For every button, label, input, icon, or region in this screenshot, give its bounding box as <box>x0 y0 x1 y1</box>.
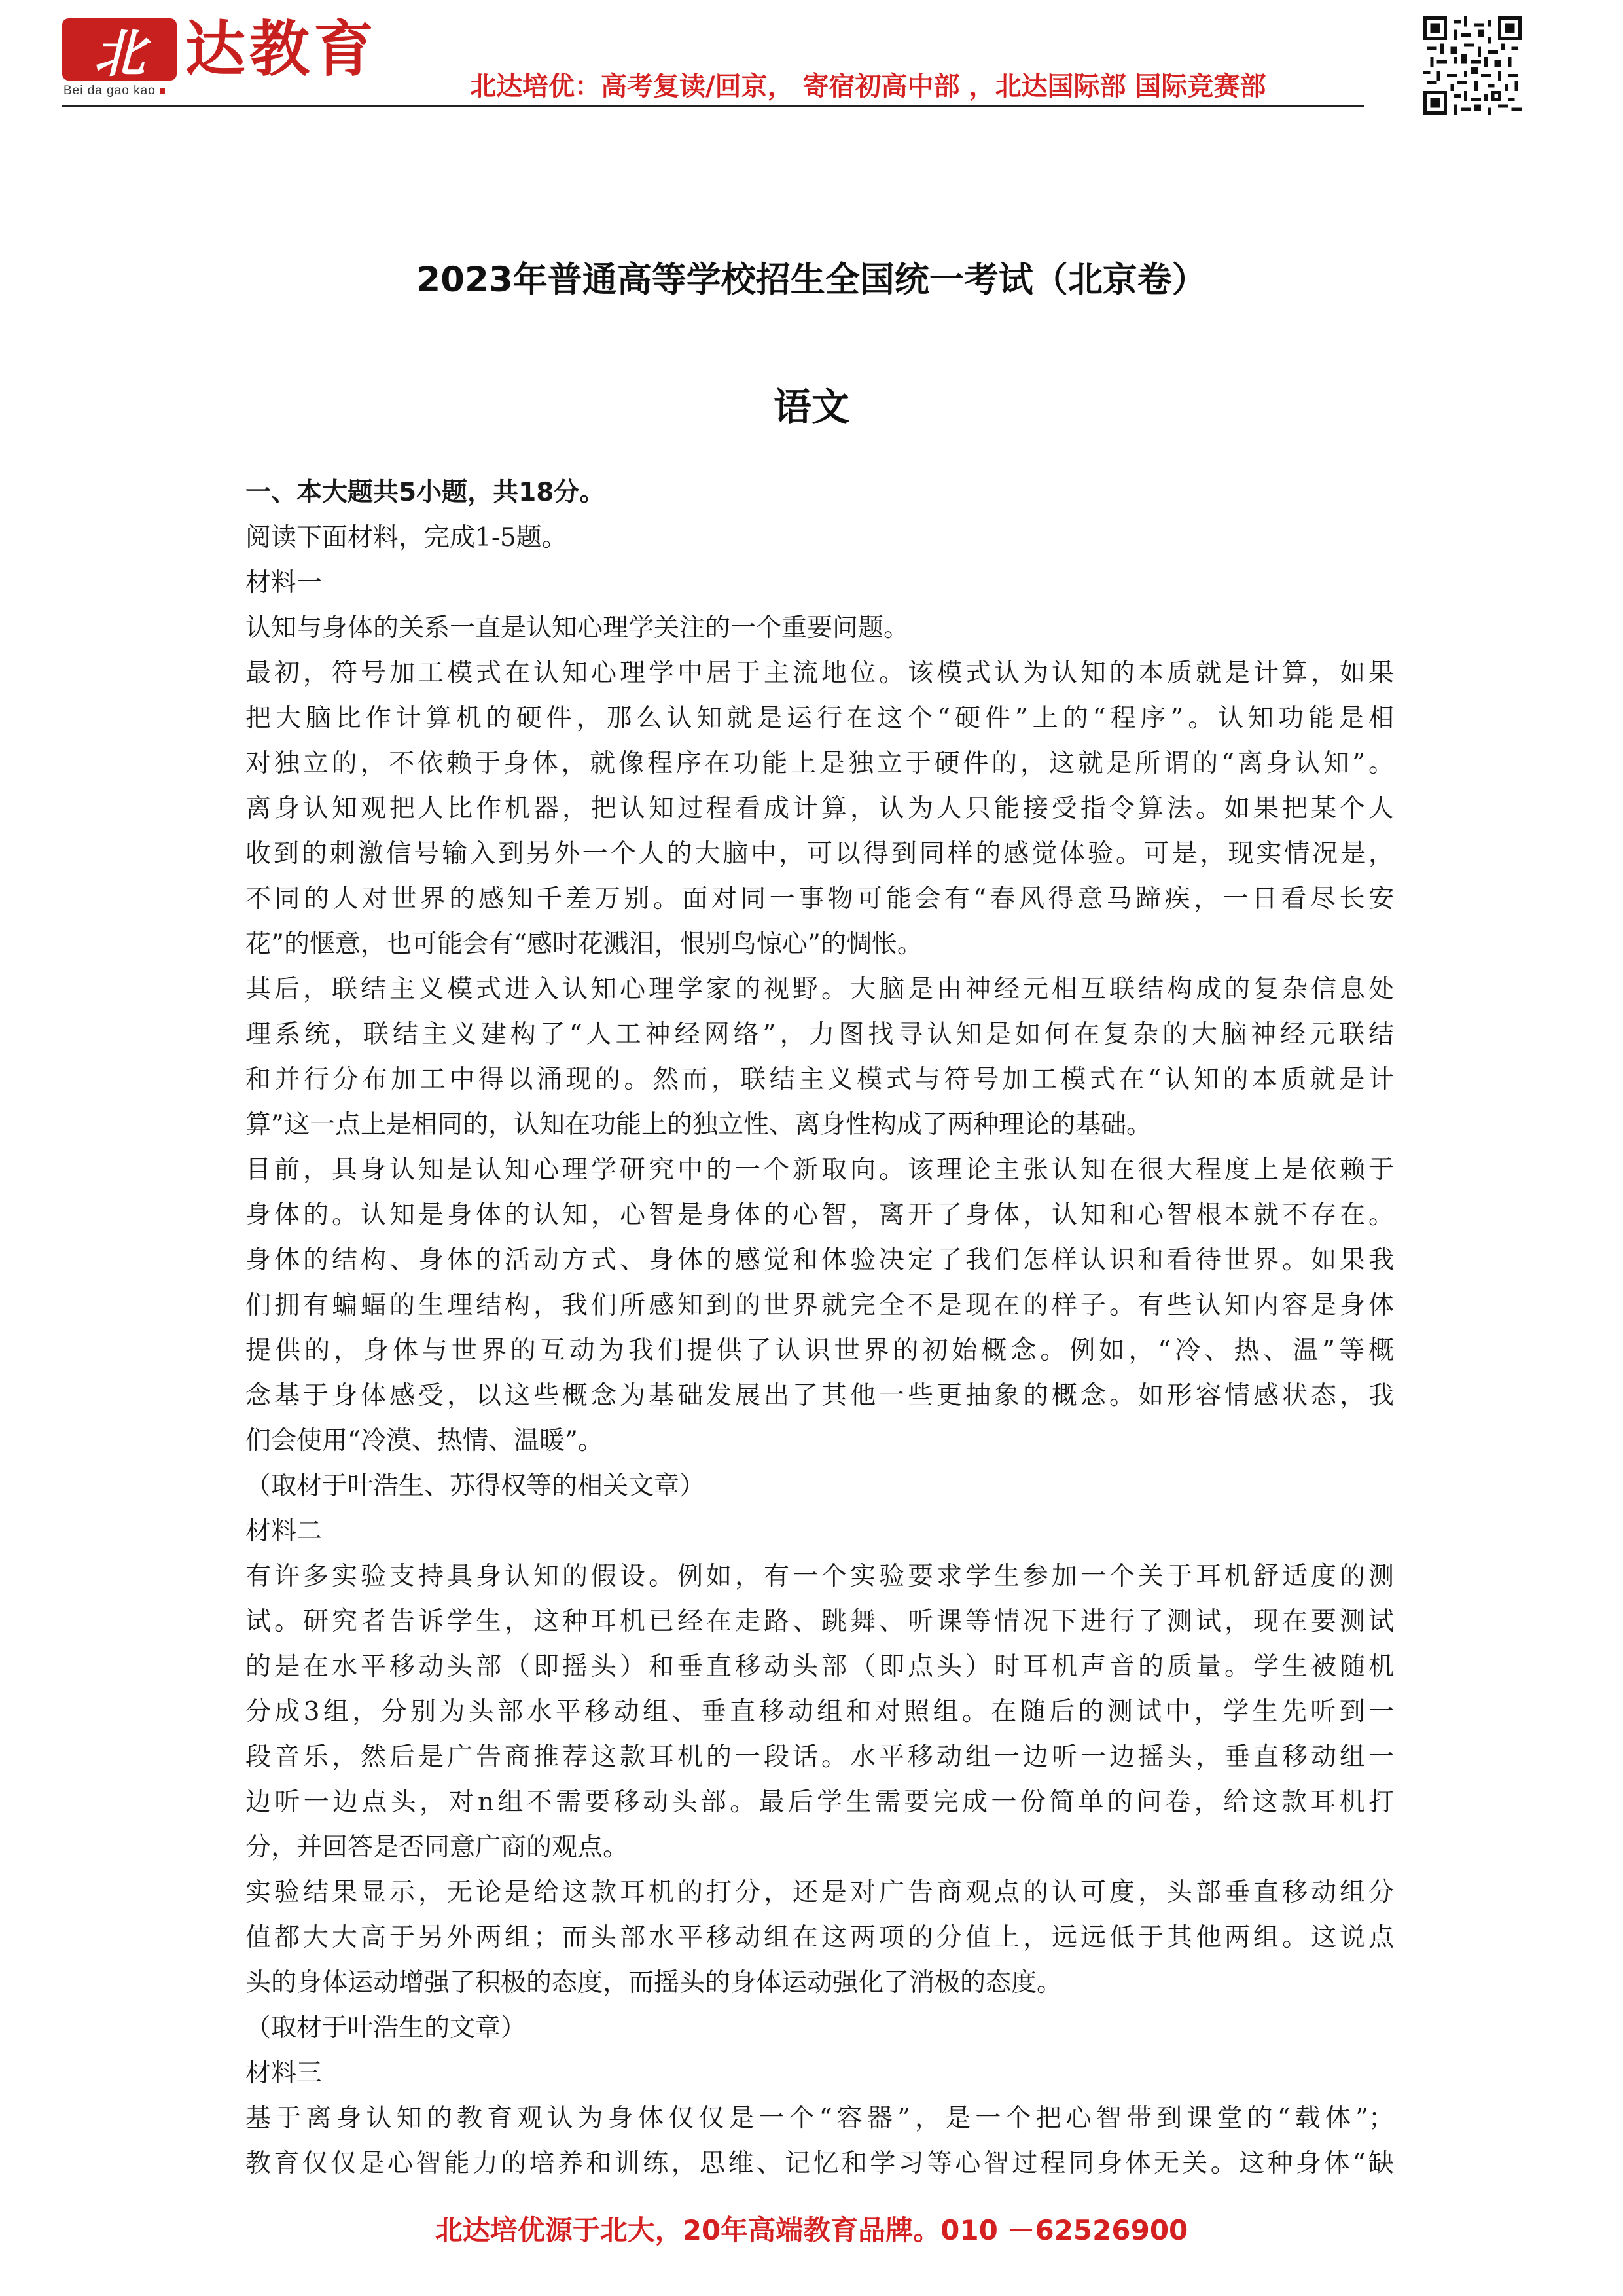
text-line: 们会使用“冷漠、热情、温暖”。 <box>245 1426 603 1456</box>
text-line: 花”的惬意，也可能会有“感时花溅泪，恨别鸟惊心”的惆怅。 <box>245 929 923 959</box>
text-line: 和并行分布加工中得以涌现的。然而，联结主义模式与符号加工模式在“认知的本质就是计 <box>245 1065 1394 1094</box>
text-line: 的是在水平移动头部（即摇头）和垂直移动头部（即点头）时耳机声音的质量。学生被随机 <box>245 1652 1394 1681</box>
text-line: 身体的。认知是身体的认知，心智是身体的心智，离开了身体，认知和心智根本就不存在。 <box>245 1200 1394 1230</box>
page-footer: 北达培优源于北大，20年高端教育品牌。010 －62526900 <box>435 2214 1188 2246</box>
text-line: （取材于叶浩生的文章） <box>245 2013 527 2043</box>
text-line: 值都大大高于另外两组；而头部水平移动组在这两项的分值上，远远低于其他两组。这说点 <box>245 1923 1394 1952</box>
page-header <box>0 0 1623 124</box>
qr-code-icon <box>1417 16 1528 115</box>
text-line: 最初，符号加工模式在认知心理学中居于主流地位。该模式认为认知的本质就是计算，如果 <box>245 658 1394 688</box>
text-line: 分，并回答是否同意广商的观点。 <box>245 1833 629 1862</box>
text-line: 提供的，身体与世界的互动为我们提供了认识世界的初始概念。例如，“冷、热、温”等概 <box>245 1336 1394 1365</box>
text-line: 试。研究者告诉学生，这种耳机已经在走路、跳舞、听课等情况下进行了测试，现在要测试 <box>245 1607 1394 1636</box>
text-line: 算”这一点上是相同的，认知在功能上的独立性、离身性构成了两种理论的基础。 <box>245 1110 1152 1139</box>
logo-pinyin: Bei da gao kao <box>63 84 165 98</box>
text-line: 身体的结构、身体的活动方式、身体的感觉和体验决定了我们怎样认识和看待世界。如果我 <box>245 1246 1394 1275</box>
text-line: 收到的刺激信号输入到另外一个人的大脑中，可以得到同样的感觉体验。可是，现实情况是， <box>245 839 1394 869</box>
header-slogan: 北达培优：高考复读/回京， 寄宿初高中部 ，北达国际部 国际竞赛部 <box>470 71 1266 101</box>
logo-seal-icon: 北 <box>62 18 177 81</box>
subject-title: 语文 <box>773 385 849 429</box>
text-line: 实验结果显示，无论是给这款耳机的打分，还是对广告商观点的认可度，头部垂直移动组分 <box>245 1878 1394 1907</box>
text-line: 把大脑比作计算机的硬件，那么认知就是运行在这个“硬件”上的“程序”。认知功能是相 <box>245 704 1394 733</box>
text-line: 有许多实验支持具身认知的假设。例如，有一个实验要求学生参加一个关于耳机舒适度的测 <box>245 1562 1394 1591</box>
text-line: 其后，联结主义模式进入认知心理学家的视野。大脑是由神经元相互联结构成的复杂信息处 <box>245 975 1394 1004</box>
text-line: 材料一 <box>245 568 323 598</box>
text-line: 边听一边点头，对n组不需要移动头部。最后学生需要完成一份简单的问卷，给这款耳机打 <box>245 1787 1394 1817</box>
text-line: 阅读下面材料，完成1-5题。 <box>245 523 567 552</box>
text-line: 基于离身认知的教育观认为身体仅仅是一个“容器”，是一个把心智带到课堂的“载体”； <box>245 2104 1394 2133</box>
text-line: 念基于身体感受，以这些概念为基础发展出了其他一些更抽象的概念。如形容情感状态，我 <box>245 1381 1394 1410</box>
section-heading: 一、本大题共5小题，共18分。 <box>245 478 605 507</box>
text-line: 段音乐，然后是广告商推荐这款耳机的一段话。水平移动组一边听一边摇头，垂直移动组一 <box>245 1742 1394 1772</box>
text-line: 目前，具身认知是认知心理学研究中的一个新取向。该理论主张认知在很大程度上是依赖于 <box>245 1155 1394 1185</box>
text-line: 们拥有蝙蝠的生理结构，我们所感知到的世界就完全不是现在的样子。有些认知内容是身体 <box>245 1291 1394 1320</box>
text-line: 头的身体运动增强了积极的态度，而摇头的身体运动强化了消极的态度。 <box>245 1968 1063 1998</box>
text-line: 理系统，联结主义建构了“人工神经网络”，力图找寻认知是如何在复杂的大脑神经元联结 <box>245 1020 1394 1049</box>
logo-wordmark: 达教育 <box>185 14 378 84</box>
text-line: 分成3组，分别为头部水平移动组、垂直移动组和对照组。在随后的测试中，学生先听到一 <box>245 1697 1394 1727</box>
text-line: 教育仅仅是心智能力的培养和训练，思维、记忆和学习等心智过程同身体无关。这种身体“缺 <box>245 2149 1394 2178</box>
text-line: 离身认知观把人比作机器，把认知过程看成计算，认为人只能接受指令算法。如果把某个人 <box>245 794 1394 823</box>
text-line: （取材于叶浩生、苏得权等的相关文章） <box>245 1471 705 1501</box>
text-line: 不同的人对世界的感知千差万别。面对同一事物可能会有“春风得意马蹄疾，一日看尽长安 <box>245 884 1394 914</box>
text-line: 材料三 <box>245 2058 323 2088</box>
exam-title: 2023年普通高等学校招生全国统一考试（北京卷） <box>416 260 1207 300</box>
brand-logo <box>62 14 396 98</box>
exam-body <box>245 470 1394 2186</box>
header-divider <box>62 105 1364 107</box>
text-line: 对独立的，不依赖于身体，就像程序在功能上是独立于硬件的，这就是所谓的“离身认知”。 <box>245 749 1394 778</box>
text-line: 材料二 <box>245 1516 323 1546</box>
text-line: 认知与身体的关系一直是认知心理学关注的一个重要问题。 <box>245 613 910 643</box>
